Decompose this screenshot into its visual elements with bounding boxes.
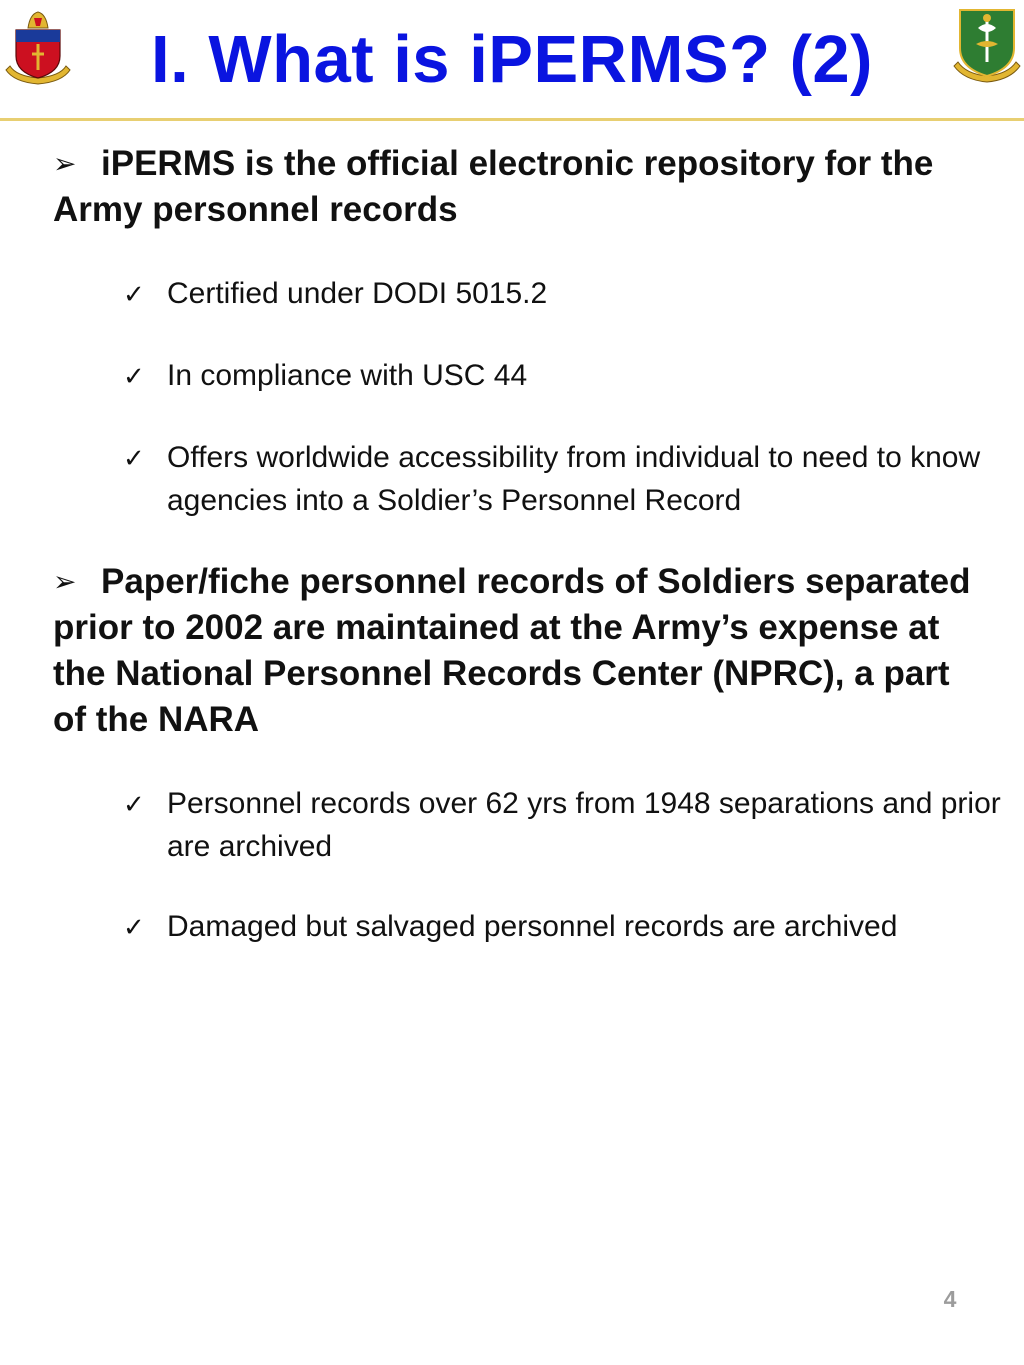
sub-bullet-records-archived	[123, 783, 1024, 867]
bullet-text: iPERMS is the official electronic repository for the Army personnel records	[53, 144, 934, 229]
sub-bullet-damaged-records	[123, 906, 1024, 949]
checkmark-icon: ✓	[123, 280, 145, 310]
sub-bullet-dodi-certification	[123, 273, 1024, 316]
sub-bullet-text: Personnel records over 62 yrs from 1948 separations and prior are archived	[167, 787, 1001, 863]
sub-bullet-worldwide-access	[123, 437, 1024, 521]
bullet-text: Paper/fiche personnel records of Soldiers separated prior to 2002 are maintained at the Army’s expense at the National Personnel Records Center (NPRC), a part of the NARA	[53, 562, 971, 739]
sub-bullet-text: Offers worldwide accessibility from individual to need to know agencies into a Soldier’s Personnel Record	[167, 441, 981, 517]
title-divider	[0, 118, 1024, 121]
checkmark-icon: ✓	[123, 444, 145, 474]
sub-bullet-usc-compliance	[123, 355, 1024, 398]
sub-bullet-text: Certified under DODI 5015.2	[167, 277, 548, 310]
checkmark-icon: ✓	[123, 790, 145, 820]
slide-title: I. What is iPERMS? (2)	[151, 22, 873, 97]
main-bullet-paper-records	[53, 559, 983, 743]
sub-bullet-text: Damaged but salvaged personnel records are archived	[167, 910, 898, 943]
checkmark-icon: ✓	[123, 362, 145, 392]
main-bullet-iperms-repository	[53, 141, 983, 233]
arrow-bullet-icon: ➢	[53, 566, 77, 597]
page-number: 4	[943, 1286, 957, 1312]
sub-bullet-text: In compliance with USC 44	[167, 359, 528, 392]
checkmark-icon: ✓	[123, 913, 145, 943]
arrow-bullet-icon: ➢	[53, 148, 77, 179]
